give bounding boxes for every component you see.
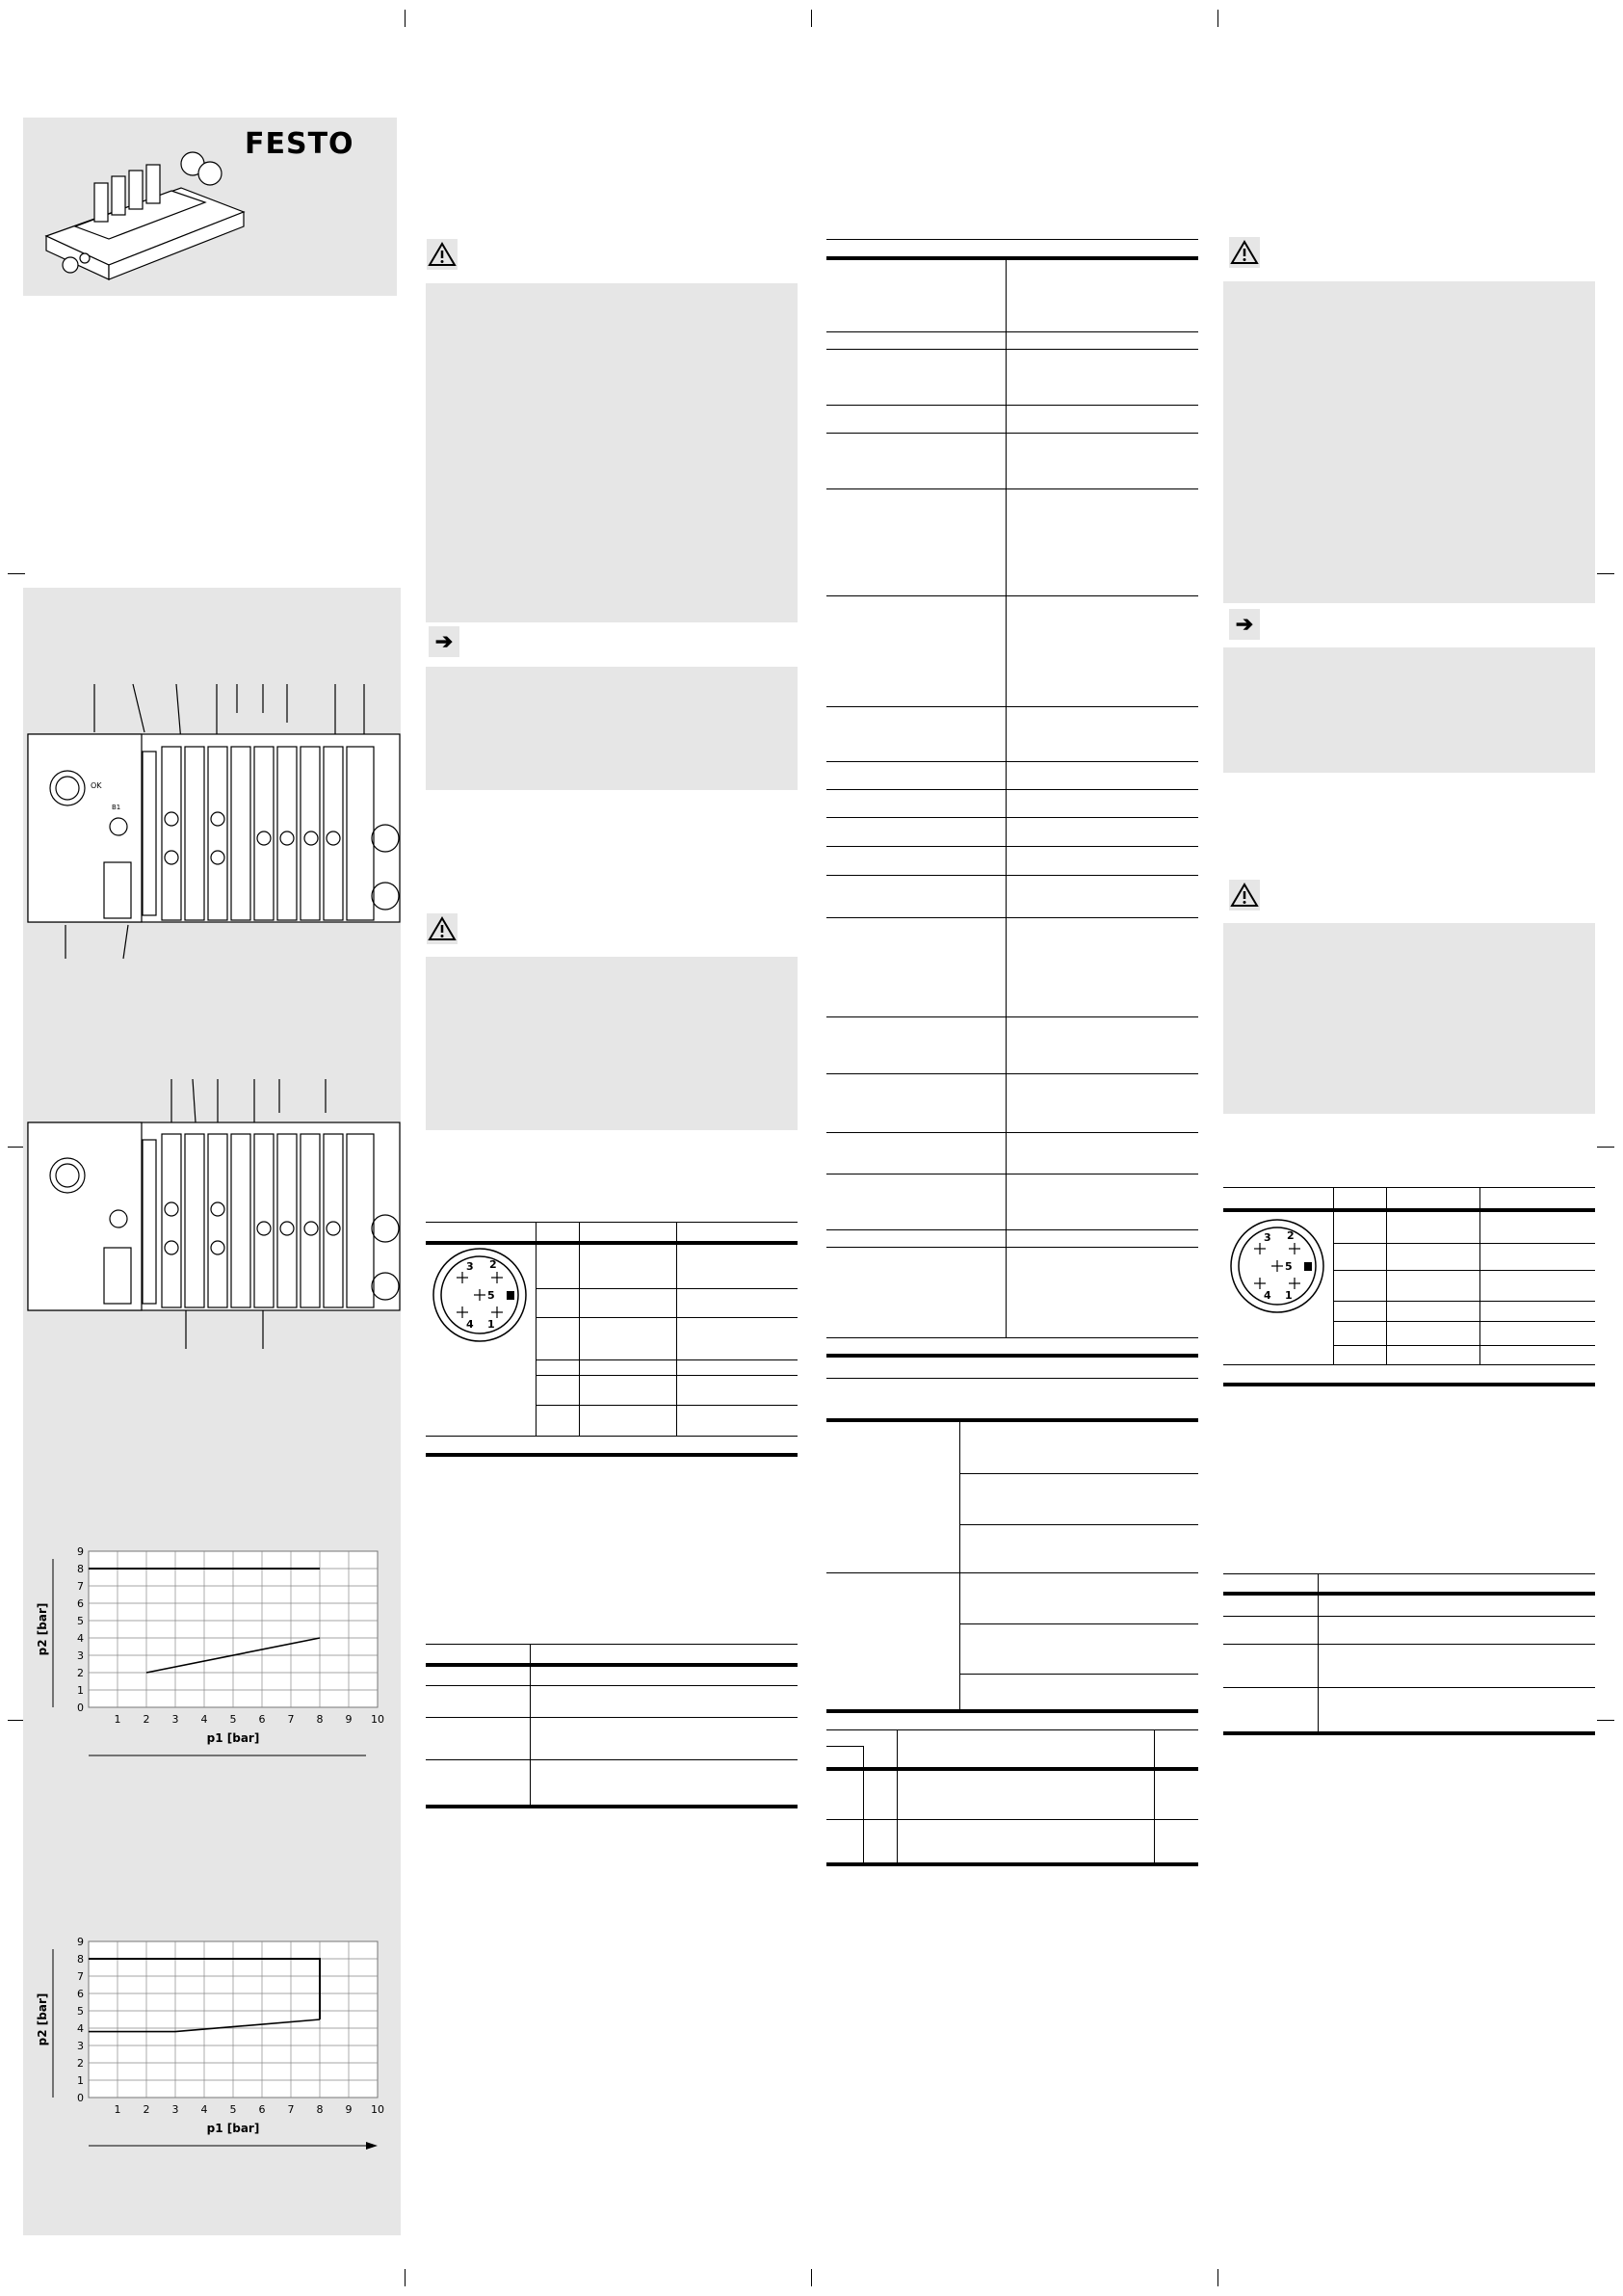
trim-mark (811, 2269, 812, 2286)
y-tick-label: 4 (77, 2022, 84, 2035)
y-tick-label: 0 (77, 1702, 84, 1714)
y-tick-label: 7 (77, 1580, 84, 1593)
trim-mark (1597, 573, 1614, 574)
y-tick-label: 8 (77, 1563, 84, 1575)
y-tick-label: 5 (77, 1615, 84, 1627)
pressure-chart-2 (29, 1932, 395, 2163)
x-axis-label: p1 [bar] (206, 1731, 260, 1745)
warning-symbol (427, 913, 458, 944)
y-tick-label: 1 (77, 2074, 84, 2087)
x-tick-label: 5 (229, 1713, 237, 1726)
pin-label: 1 (1285, 1289, 1293, 1302)
note-block-2 (1223, 647, 1595, 773)
warning-symbol (1229, 237, 1260, 268)
x-tick-label: 1 (114, 1713, 121, 1726)
x-tick-label: 2 (143, 1713, 150, 1726)
arrow-right-icon: ➔ (429, 626, 459, 657)
x-tick-label: 3 (171, 2103, 179, 2116)
pin-label: 1 (487, 1318, 495, 1331)
warning-block-4 (1223, 923, 1595, 1114)
x-tick-label: 3 (171, 1713, 179, 1726)
y-tick-label: 9 (77, 1545, 84, 1558)
trim-mark (1597, 1147, 1614, 1148)
connector-pinout-1 (430, 1245, 530, 1345)
pin-label: 3 (1264, 1231, 1271, 1244)
warning-block-1 (426, 283, 798, 622)
pressure-chart-1 (29, 1542, 395, 1773)
trim-mark (1597, 1720, 1614, 1721)
y-tick-label: 5 (77, 2005, 84, 2018)
connector-pinout-2 (1227, 1216, 1327, 1316)
product-illustration (37, 145, 258, 289)
y-tick-label: 8 (77, 1953, 84, 1966)
trim-mark (405, 2269, 406, 2286)
x-tick-label: 7 (287, 2103, 295, 2116)
warning-block-2 (426, 957, 798, 1130)
y-tick-label: 6 (77, 1988, 84, 2000)
warning-symbol (1229, 880, 1260, 910)
warning-icon (1229, 880, 1260, 910)
trim-mark (811, 10, 812, 27)
x-tick-label: 10 (371, 2103, 384, 2116)
y-tick-label: 3 (77, 1649, 84, 1662)
y-tick-label: 2 (77, 2057, 84, 2070)
x-tick-label: 6 (258, 2103, 266, 2116)
module-label: OK (91, 781, 102, 790)
module-sublabel: B1 (112, 804, 121, 811)
valve-terminal-figure-2 (27, 1074, 403, 1363)
pin-label: 3 (466, 1260, 474, 1273)
pin-label: 4 (1264, 1289, 1271, 1302)
x-tick-label: 8 (316, 1713, 324, 1726)
x-tick-label: 4 (200, 1713, 208, 1726)
y-tick-label: 4 (77, 1632, 84, 1645)
x-axis-arrow-head (366, 2142, 378, 2150)
y-tick-label: 2 (77, 1667, 84, 1679)
x-tick-label: 5 (229, 2103, 237, 2116)
trim-mark (1217, 2269, 1218, 2286)
brand-logo: FESTO (245, 127, 354, 161)
trim-mark (405, 10, 406, 27)
pin-label: 2 (489, 1258, 497, 1271)
x-axis-label: p1 [bar] (206, 2122, 260, 2135)
warning-icon (427, 239, 458, 270)
y-tick-label: 9 (77, 1936, 84, 1948)
pin-label: 5 (487, 1289, 495, 1302)
x-tick-label: 2 (143, 2103, 150, 2116)
arrow-right-icon: ➔ (1229, 609, 1260, 640)
valve-terminal-figure-1 (27, 674, 403, 963)
y-tick-label: 0 (77, 2092, 84, 2104)
x-tick-label: 7 (287, 1713, 295, 1726)
y-tick-label: 7 (77, 1970, 84, 1983)
warning-symbol (427, 239, 458, 270)
y-axis-label: p2 [bar] (36, 1993, 49, 2046)
y-tick-label: 1 (77, 1684, 84, 1697)
x-tick-label: 9 (345, 2103, 353, 2116)
trim-mark (1217, 10, 1218, 27)
x-tick-label: 6 (258, 1713, 266, 1726)
pin-label: 2 (1287, 1229, 1295, 1242)
x-tick-label: 4 (200, 2103, 208, 2116)
y-axis-label: p2 [bar] (36, 1602, 49, 1656)
y-tick-label: 3 (77, 2040, 84, 2052)
note-block-1 (426, 667, 798, 790)
x-tick-label: 1 (114, 2103, 121, 2116)
x-tick-label: 9 (345, 1713, 353, 1726)
trim-mark (8, 573, 25, 574)
y-tick-label: 6 (77, 1597, 84, 1610)
warning-icon (1229, 237, 1260, 268)
x-tick-label: 8 (316, 2103, 324, 2116)
warning-icon (427, 913, 458, 944)
pin-label: 5 (1285, 1260, 1293, 1273)
warning-block-3 (1223, 281, 1595, 603)
pin-label: 4 (466, 1318, 474, 1331)
x-tick-label: 10 (371, 1713, 384, 1726)
